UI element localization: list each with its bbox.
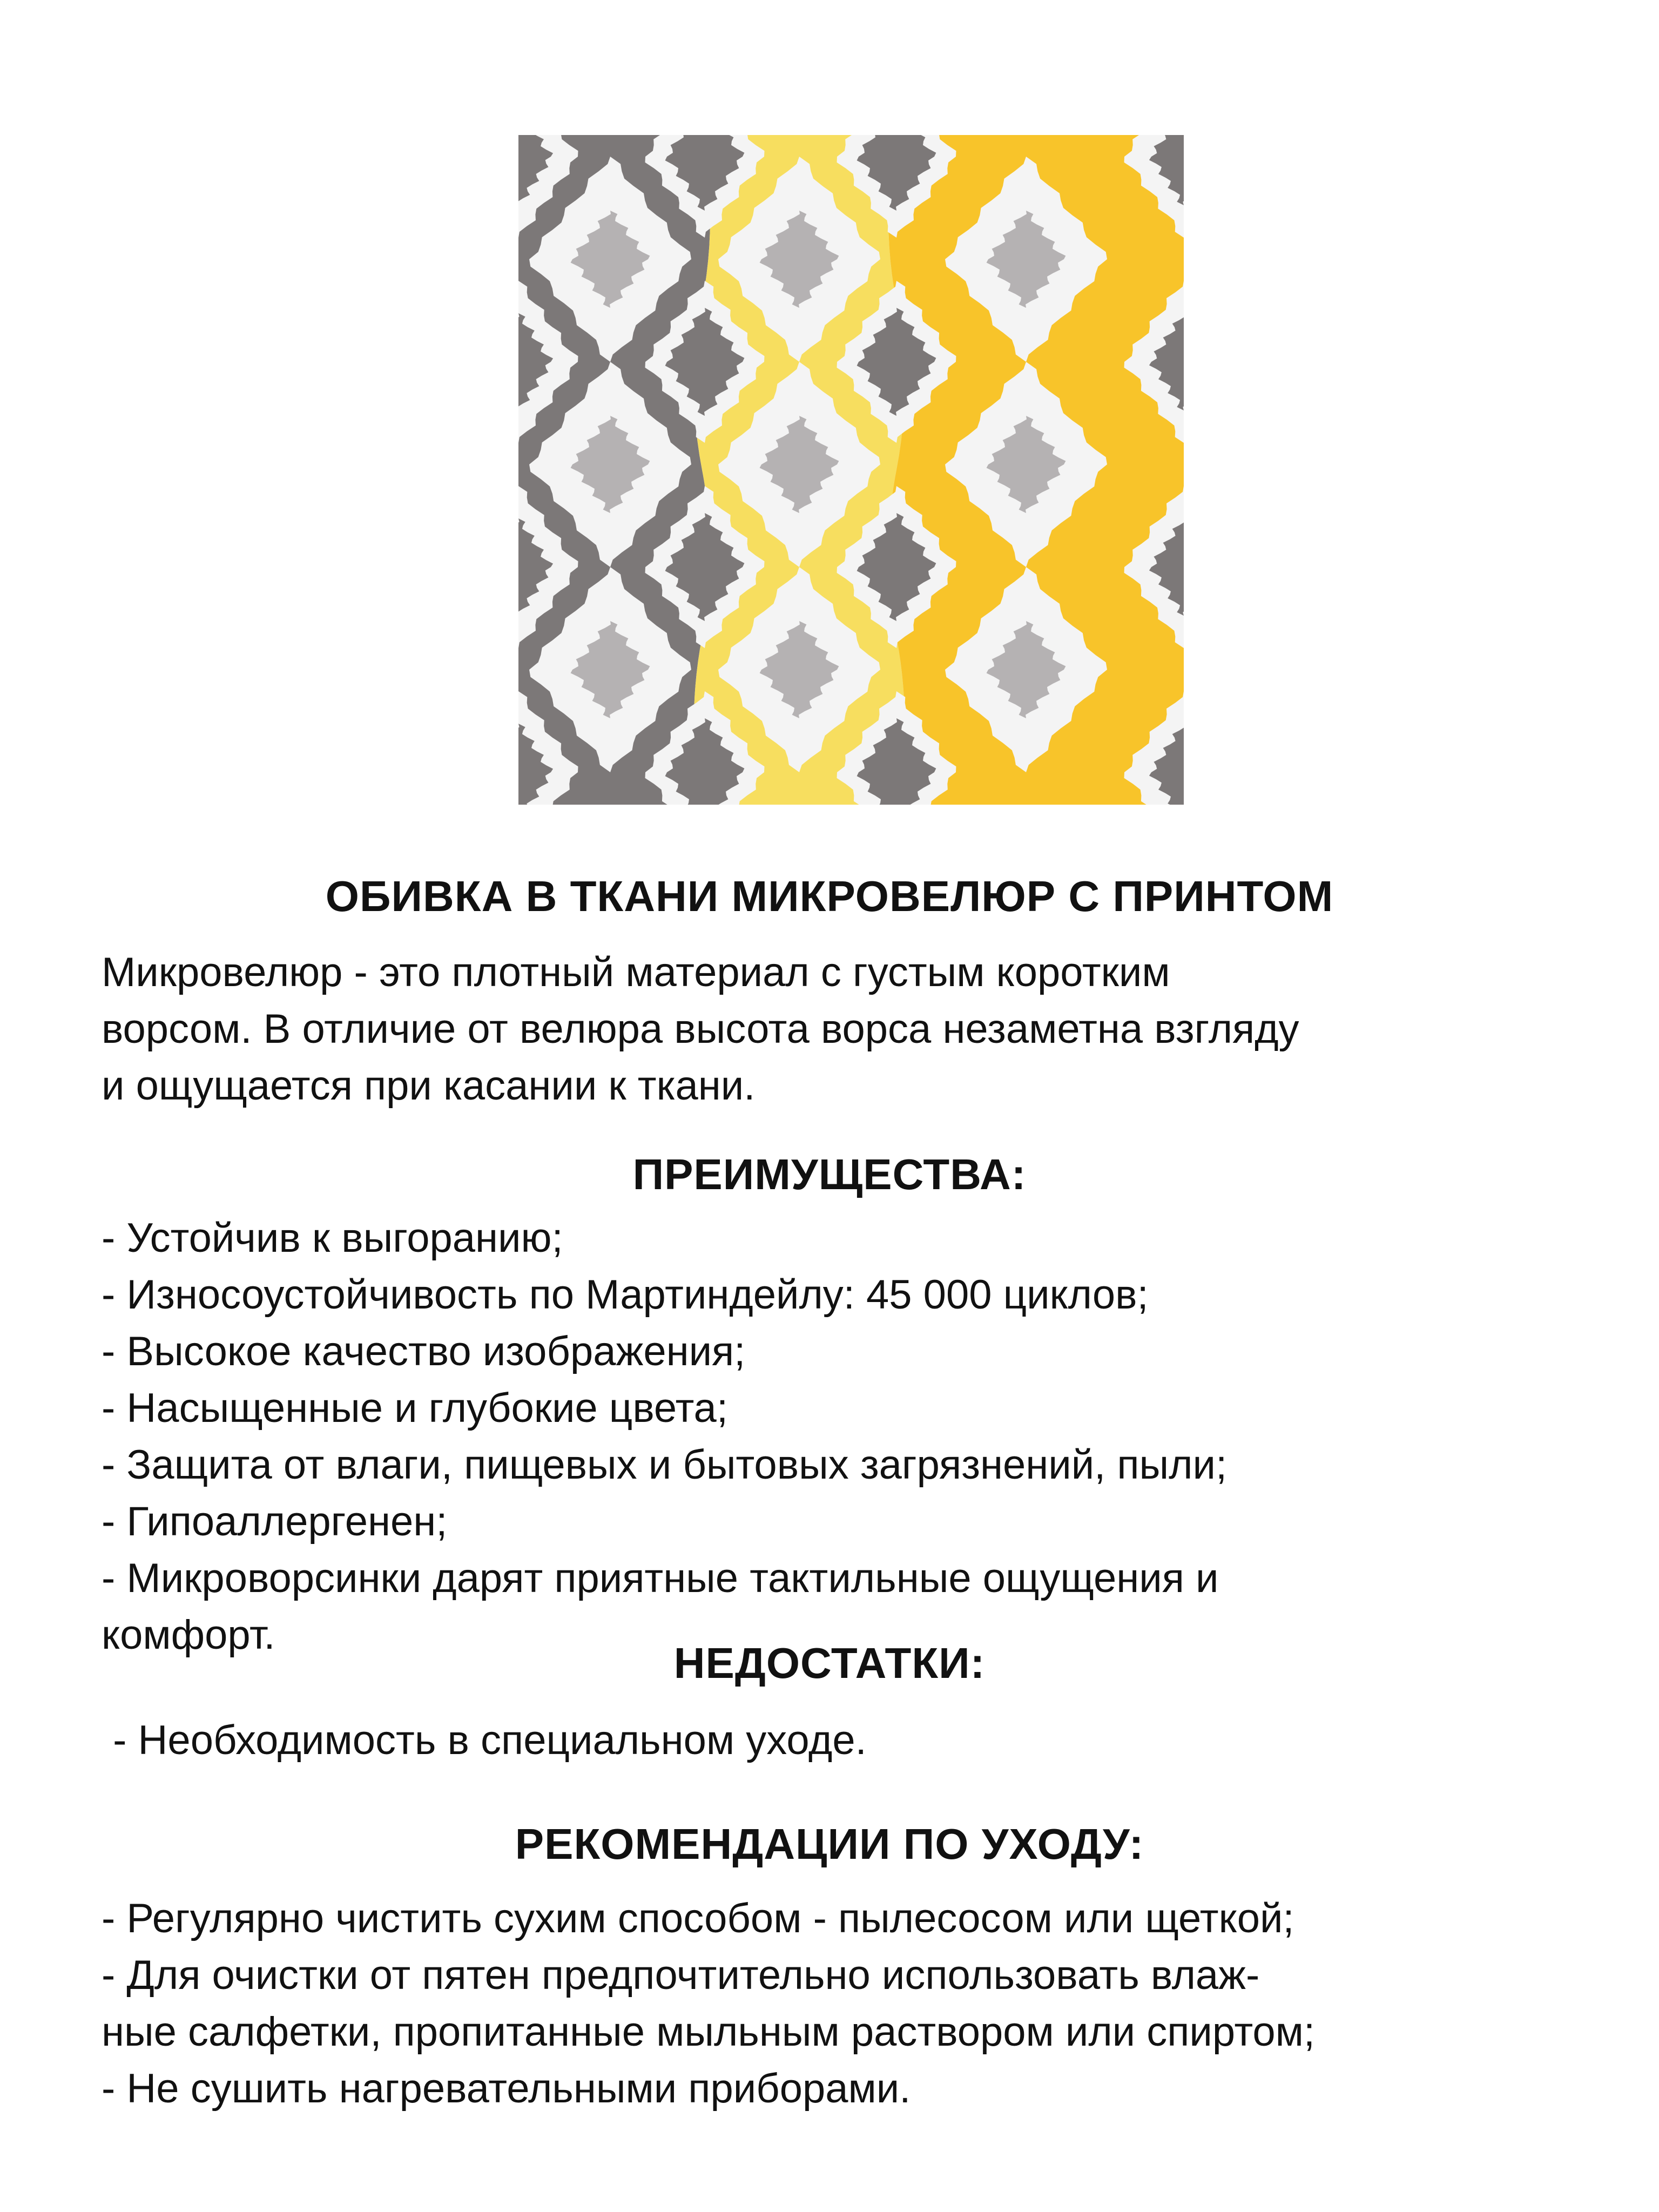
list-item: - Не сушить нагревательными приборами. — [102, 2066, 911, 2112]
list-item: - Устойчив к выгоранию; — [102, 1215, 563, 1261]
list-item: - Необходимость в специальном уходе. — [102, 1717, 867, 1763]
intro-line: ворсом. В отличие от велюра высота ворса незаметна взгляду — [102, 1006, 1299, 1052]
care-list — [102, 1890, 1603, 2117]
list-item: - Микроворсинки дарят приятные тактильные ощущения и — [102, 1555, 1219, 1601]
intro-paragraph — [102, 944, 1603, 1114]
disadvantages-list — [102, 1712, 1603, 1769]
intro-line: Микровелюр - это плотный материал с густым коротким — [102, 949, 1170, 995]
list-item: - Регулярно чистить сухим способом - пылесосом или щеткой; — [102, 1896, 1294, 1941]
intro-line: и ощущается при касании к ткани. — [102, 1063, 756, 1109]
ikat-pattern — [518, 135, 1184, 805]
list-item: - Для очистки от пятен предпочтительно использовать влаж- — [102, 1952, 1260, 1998]
page-title: ОБИВКА В ТКАНИ МИКРОВЕЛЮР С ПРИНТОМ — [325, 872, 1334, 920]
care-heading: РЕКОМЕНДАЦИИ ПО УХОДУ: — [515, 1820, 1144, 1868]
fabric-swatch-image — [518, 135, 1184, 805]
disadvantages-heading: НЕДОСТАТКИ: — [673, 1639, 986, 1687]
list-item: - Гипоаллергенен; — [102, 1499, 448, 1545]
advantages-heading: ПРЕИМУЩЕСТВА: — [632, 1150, 1027, 1198]
list-item: - Защита от влаги, пищевых и бытовых загрязнений, пыли; — [102, 1442, 1228, 1488]
list-item: - Высокое качество изображения; — [102, 1328, 746, 1374]
list-item: - Износоустойчивость по Мартиндейлу: 45 000 циклов; — [102, 1272, 1149, 1318]
list-item: комфорт. — [102, 1612, 275, 1658]
list-item: - Насыщенные и глубокие цвета; — [102, 1385, 728, 1431]
advantages-list — [102, 1210, 1603, 1663]
list-item: ные салфетки, пропитанные мыльным раствором или спиртом; — [102, 2009, 1316, 2055]
